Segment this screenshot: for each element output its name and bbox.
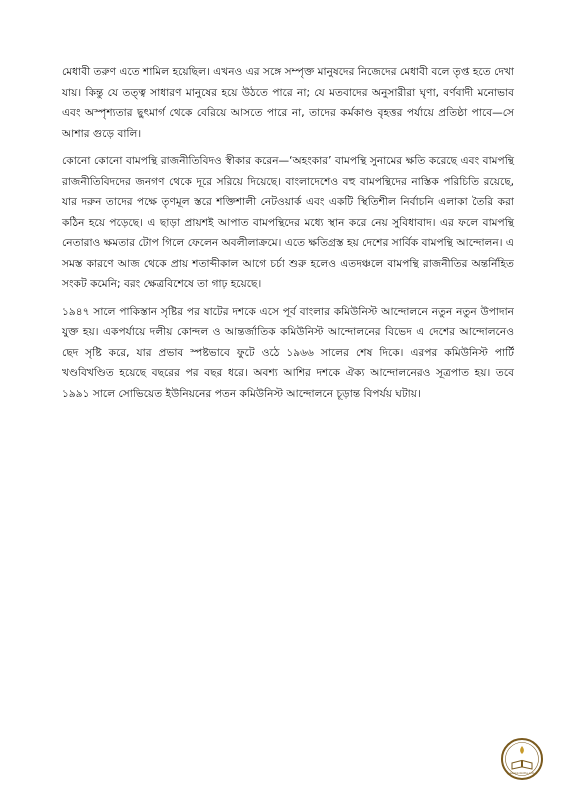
- publisher-logo: [500, 737, 544, 781]
- svg-text:www.boikotha.com: www.boikotha.com: [509, 772, 535, 775]
- paragraph-1: মেধাবী তরুণ এতে শামিল হয়েছিল। এখনও এর সঙ্গে সম্পৃক্ত মানুষদের নিজেদের মেধাবী বলে তৃপ্ত হতে দেখা যায়। কিন্তু যে তত্ত্ব সাধারণ মানুষের হয়ে উঠতে পারে না; যে মতবাদের অনুসারীরা ঘৃণা, বর্ণবাদী মনোভাব এবং অস্পৃশ্যতার ছুৎমার্গ থেকে বেরিয়ে আসতে পারে না, তাদের কর্মকাণ্ড বৃহত্তর পর্যায়ে প্রতিষ্ঠা পাবে—সে আশার গুড়ে বালি।: [62, 66, 514, 140]
- paragraph-3: ১৯৪৭ সালে পাকিস্তান সৃষ্টির পর ষাটের দশকে এসে পূর্ব বাংলার কমিউনিস্ট আন্দোলনে নতুন নতুন উপাদান যুক্ত হয়। একপর্যায়ে দলীয় কোন্দল ও আন্তর্জাতিক কমিউনিস্ট আন্দোলনের বিভেদ এ দেশের আন্দোলনেও ছেদ সৃষ্টি করে, যার প্রভাব স্পষ্টভাবে ফুটে ওঠে ১৯৬৬ সালের শেষ দিকে। এরপর কমিউনিস্ট পার্টি খণ্ডবিখণ্ডিত হয়েছে বছরের পর বছর ধরে। অবশ্য আশির দশকে ঐক্য আন্দোলনেরও সূত্রপাত হয়। তবে ১৯৯১ সালে সোভিয়েত ইউনিয়নের পতন কমিউনিস্ট আন্দোলনে চূড়ান্ত বিপর্যয় ঘটায়।: [62, 305, 514, 400]
- body-text: [62, 62, 514, 411]
- book-logo-icon: [500, 737, 544, 781]
- paragraph-2: কোনো কোনো বামপন্থি রাজনীতিবিদও স্বীকার করেন—‘অহংকার’ বামপন্থি সুনামের ক্ষতি করেছে এবং বামপন্থি রাজনীতিবিদদের জনগণ থেকে দূরে সরিয়ে দিয়েছে। বাংলাদেশেও বহু বামপন্থিদের নাস্তিক পরিচিতি রয়েছে, যার দরুন তাদের পক্ষে তৃণমূল স্তরে শক্তিশালী নেটওয়ার্ক এবং একটি স্থিতিশীল নির্বাচনি এলাকা তৈরি করা কঠিন হয়ে পড়েছে। এ ছাড়া প্রায়শই আপাত বামপন্থিদের মধ্যে স্থান করে নেয় সুবিধাবাদ। এর ফলে বামপন্থি নেতারাও ক্ষমতার টোপ গিলে ফেলেন অবলীলাক্রমে। এতে ক্ষতিগ্রস্ত হয় দেশের সার্বিক বামপন্থি আন্দোলন। এ সমস্ত কারণে আজ থেকে প্রায় শতাব্দীকাল আগে চর্চা শুরু হলেও এতদঞ্চলে বামপন্থি রাজনীতির অন্তর্নিহিত সংকট কমেনি; বরং ক্ষেত্রবিশেষে তা গাঢ় হয়েছে।: [62, 155, 514, 290]
